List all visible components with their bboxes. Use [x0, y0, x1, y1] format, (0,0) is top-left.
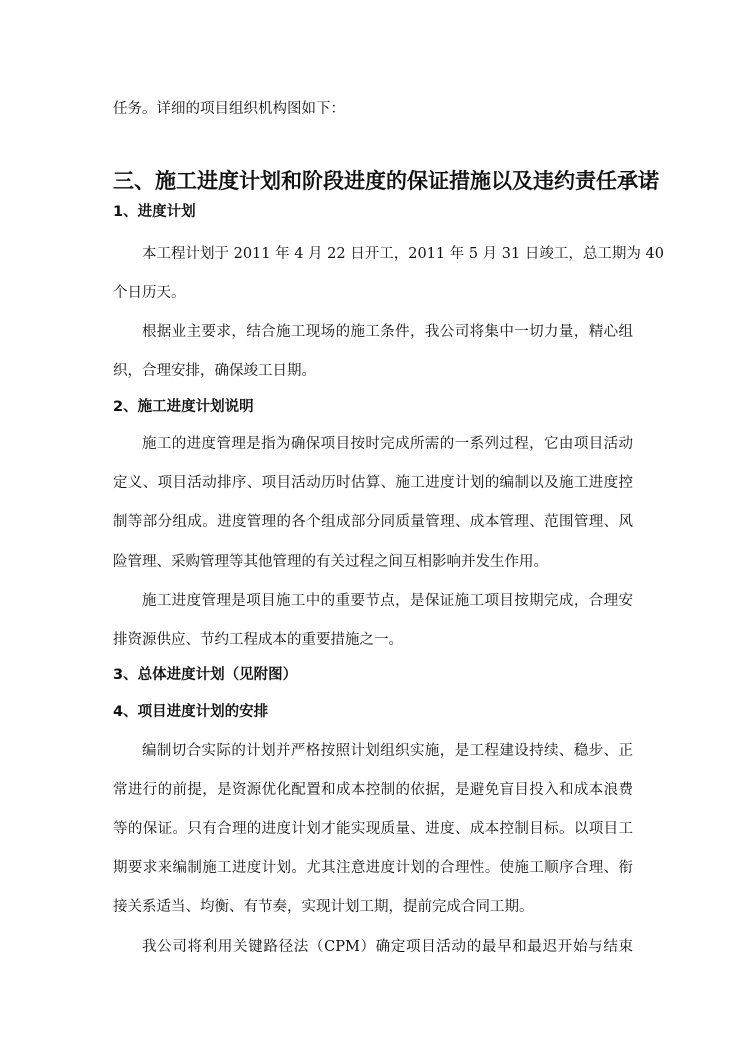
paragraph-line: 本工程计划于 2011 年 4 月 22 日开工，2011 年 5 月 31 日竣工，总工期为 40	[142, 246, 664, 262]
paragraph-line: 常进行的前提，是资源优化配置和成本控制的依据，是避免盲目投入和成本浪费	[113, 782, 633, 798]
paragraph-line: 等的保证。只有合理的进度计划才能实现质量、进度、成本控制目标。以项目工	[113, 821, 633, 837]
paragraph-line: 接关系适当、均衡、有节奏，实现计划工期，提前完成合同工期。	[113, 899, 534, 915]
paragraph-line: 我公司将利用关键路径法（CPM）确定项目活动的最早和最迟开始与结束	[142, 939, 633, 955]
paragraph-line: 险管理、采购管理等其他管理的有关过程之间互相影响并发生作用。	[113, 554, 548, 570]
paragraph-line: 织，合理安排，确保竣工日期。	[113, 363, 316, 379]
paragraph-line: 个日历天。	[113, 285, 186, 301]
paragraph-line: 排资源供应、节约工程成本的重要措施之一。	[113, 632, 403, 648]
section-title: 三、施工进度计划和阶段进度的保证措施以及违约责任承诺	[113, 169, 659, 193]
paragraph-line: 施工的进度管理是指为确保项目按时完成所需的一系列过程，它由项目活动	[142, 436, 633, 452]
paragraph-line: 施工进度管理是项目施工中的重要节点，是保证施工项目按期完成，合理安	[142, 593, 633, 609]
heading-plan-arrangement: 4、项目进度计划的安排	[113, 704, 269, 720]
paragraph-line: 根据业主要求，结合施工现场的施工条件，我公司将集中一切力量，精心组	[142, 324, 633, 340]
heading-progress-plan: 1、进度计划	[113, 204, 196, 220]
intro-line: 任务。详细的项目组织机构图如下：	[113, 101, 345, 117]
paragraph-line: 期要求来编制施工进度计划。尤其注意进度计划的合理性。使施工顺序合理、衔	[113, 860, 633, 876]
heading-plan-description: 2、施工进度计划说明	[113, 399, 254, 415]
heading-overall-plan: 3、总体进度计划（见附图）	[113, 667, 298, 683]
paragraph-line: 制等部分组成。进度管理的各个组成部分同质量管理、成本管理、范围管理、风	[113, 514, 633, 530]
paragraph-line: 定义、项目活动排序、项目活动历时估算、施工进度计划的编制以及施工进度控	[113, 475, 633, 491]
paragraph-line: 编制切合实际的计划并严格按照计划组织实施，是工程建设持续、稳步、正	[142, 743, 633, 759]
